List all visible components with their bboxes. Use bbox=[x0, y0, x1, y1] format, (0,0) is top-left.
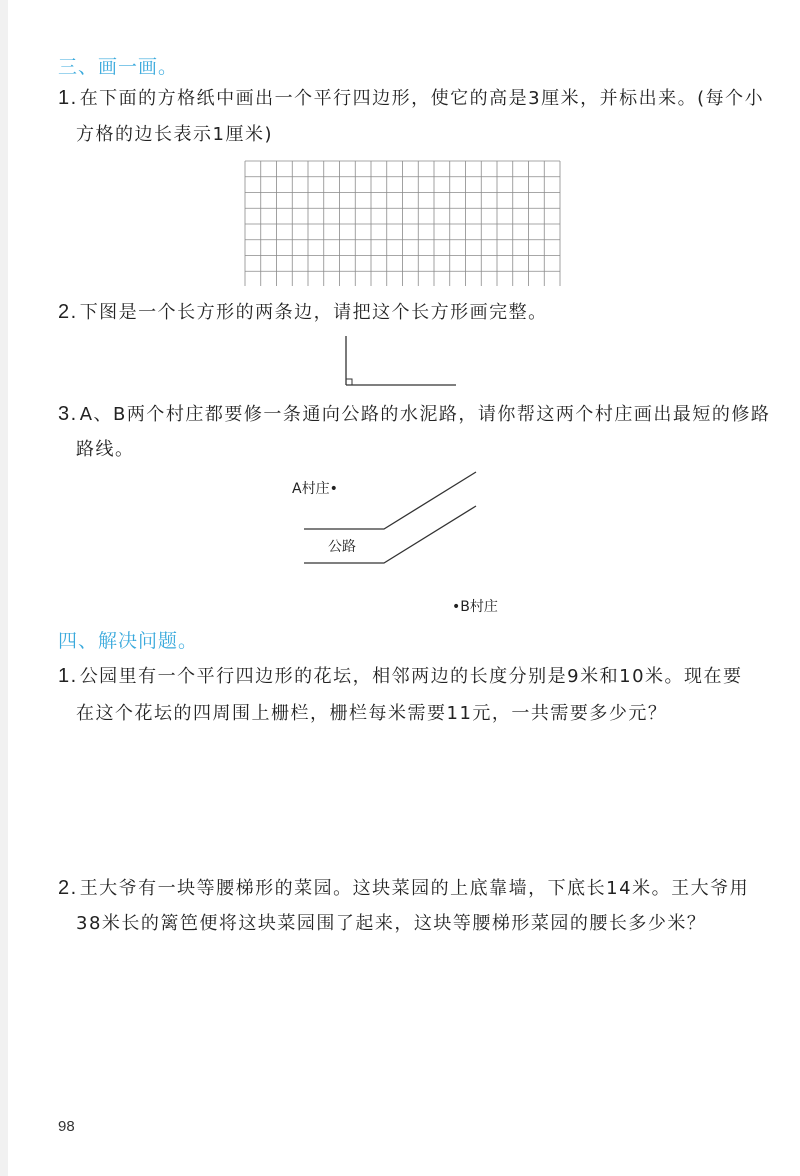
section-4-title: 四、解决问题。 bbox=[58, 630, 199, 652]
s3-q1-line2: 方格的边长表示1厘米) bbox=[76, 124, 273, 145]
s3-q3-number: 3. bbox=[58, 403, 78, 425]
village-a-label: A村庄 bbox=[292, 481, 330, 497]
s3-q2-text: 下图是一个长方形的两条边，请把这个长方形画完整。 bbox=[79, 302, 548, 323]
s3-q2-number: 2. bbox=[58, 301, 78, 323]
village-b-label: B村庄 bbox=[460, 599, 498, 615]
village-a-point: • bbox=[329, 481, 338, 497]
page-binding-edge bbox=[0, 0, 8, 1176]
road-label: 公路 bbox=[328, 539, 356, 555]
right-angle-mark bbox=[346, 379, 352, 385]
s4-q1-text-line1: 公园里有一个平行四边形的花坛，相邻两边的长度分别是9米和10米。现在要 bbox=[79, 666, 743, 687]
section-3-title: 三、画一画。 bbox=[58, 56, 179, 78]
s3-q1-number: 1. bbox=[58, 87, 78, 109]
s3-q3-line1 bbox=[58, 402, 770, 427]
s4-q1-number: 1. bbox=[58, 665, 78, 687]
village-b bbox=[452, 596, 498, 616]
grid-lines bbox=[245, 161, 560, 286]
s4-q2-line1 bbox=[58, 876, 749, 901]
page-number: 98 bbox=[58, 1118, 75, 1135]
s3-q2-line bbox=[58, 300, 548, 325]
s3-q1-line1 bbox=[58, 86, 764, 111]
s4-q1-line1 bbox=[58, 664, 743, 689]
s4-q2-text-line1: 王大爷有一块等腰梯形的菜园。这块菜园的上底靠墙，下底长14米。王大爷用 bbox=[79, 878, 750, 899]
s3-q1-text-line1: 在下面的方格纸中画出一个平行四边形，使它的高是3厘米，并标出来。(每个小 bbox=[79, 88, 765, 109]
s3-q3-text-line1: A、B两个村庄都要修一条通向公路的水泥路，请你帮这两个村庄画出最短的修路 bbox=[79, 404, 771, 425]
s3-q3-line2: 路线。 bbox=[76, 439, 135, 460]
s4-q2-line2: 38米长的篱笆便将这块菜园围了起来，这块等腰梯形菜园的腰长多少米？ bbox=[76, 913, 707, 934]
s4-q2-number: 2. bbox=[58, 877, 78, 899]
s4-q1-line2: 在这个花坛的四周围上栅栏，栅栏每米需要11元，一共需要多少元？ bbox=[76, 703, 668, 724]
square-grid-paper[interactable] bbox=[244, 160, 564, 286]
village-a bbox=[292, 478, 338, 498]
rectangle-two-sides-figure bbox=[340, 334, 460, 390]
village-b-point: • bbox=[452, 599, 461, 615]
